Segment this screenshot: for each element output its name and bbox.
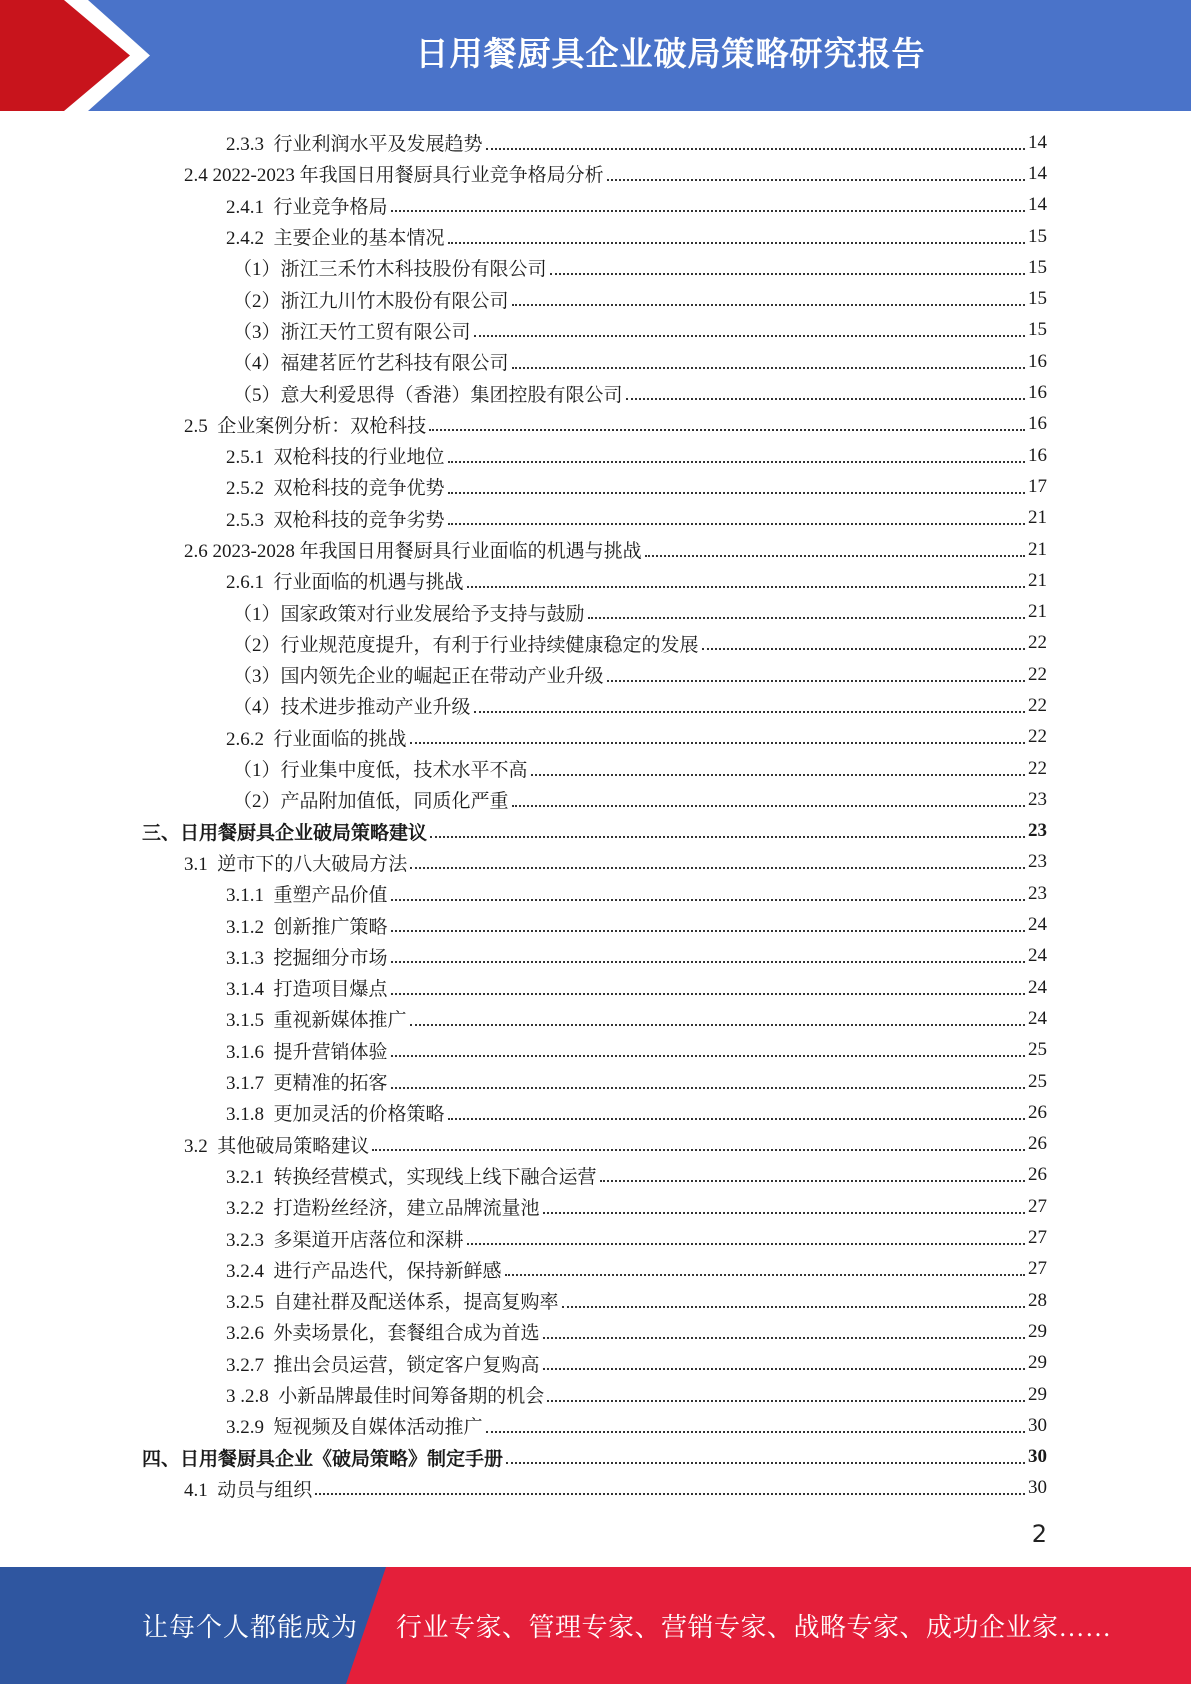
toc-dot-leader	[467, 586, 1025, 588]
toc-entry[interactable]	[0, 1316, 1191, 1347]
toc-entry[interactable]	[0, 909, 1191, 940]
toc-entry[interactable]	[0, 1254, 1191, 1285]
toc-entry-page: 24	[1028, 1007, 1047, 1029]
toc-dot-leader	[430, 836, 1025, 838]
toc-entry[interactable]	[0, 471, 1191, 502]
toc-entry-label: 3.2.5 自建社群及配送体系，提高复购率	[226, 1292, 559, 1314]
toc-entry-page: 24	[1028, 976, 1047, 998]
toc-entry-page: 22	[1028, 757, 1047, 779]
toc-entry-label: （2）行业规范度提升，有利于行业持续健康稳定的发展	[233, 634, 699, 656]
toc-entry-page: 23	[1028, 820, 1047, 842]
toc-dot-leader	[562, 1306, 1025, 1308]
toc-entry-page: 21	[1028, 538, 1047, 560]
toc-dot-leader	[448, 1118, 1025, 1120]
toc-dot-leader	[448, 242, 1025, 244]
toc-dot-leader	[607, 179, 1025, 181]
toc-entry-page: 15	[1028, 256, 1047, 278]
toc-entry[interactable]	[0, 377, 1191, 408]
toc-entry[interactable]	[0, 784, 1191, 815]
toc-entry[interactable]	[0, 1003, 1191, 1034]
toc-entry-page: 16	[1028, 350, 1047, 372]
footer-banner	[0, 1567, 1191, 1684]
toc-entry[interactable]	[0, 1222, 1191, 1253]
toc-entry-label: （4）技术进步推动产业升级	[233, 697, 471, 719]
toc-dot-leader	[512, 304, 1025, 306]
toc-dot-leader	[607, 680, 1025, 682]
toc-entry-label: 2.5 企业案例分析：双枪科技	[184, 415, 427, 437]
toc-chapter-entry[interactable]	[0, 816, 1191, 847]
toc-dot-leader	[474, 335, 1025, 337]
table-of-contents	[0, 127, 1191, 1504]
toc-chapter-entry[interactable]	[0, 1441, 1191, 1472]
toc-dot-leader	[550, 273, 1025, 275]
toc-dot-leader	[626, 398, 1025, 400]
toc-entry-page: 25	[1028, 1070, 1047, 1092]
toc-entry-page: 23	[1028, 882, 1047, 904]
toc-entry[interactable]	[0, 1035, 1191, 1066]
toc-entry-label: （3）浙江天竹工贸有限公司	[233, 321, 471, 343]
toc-dot-leader	[543, 1212, 1025, 1214]
toc-dot-leader	[391, 1055, 1025, 1057]
toc-entry-label: （4）福建茗匠竹艺科技有限公司	[233, 353, 509, 375]
toc-dot-leader	[512, 805, 1025, 807]
toc-entry[interactable]	[0, 1066, 1191, 1097]
toc-dot-leader	[600, 1180, 1025, 1182]
toc-entry-label: 3.1.7 更精准的拓客	[226, 1073, 388, 1095]
toc-entry-label: 3.1.3 挖掘细分市场	[226, 947, 388, 969]
toc-dot-leader	[543, 1368, 1025, 1370]
toc-entry-label: 3.1.1 重塑产品价值	[226, 885, 388, 907]
toc-entry[interactable]	[0, 1160, 1191, 1191]
toc-entry-page: 21	[1028, 507, 1047, 529]
page-number: 2	[1031, 1520, 1047, 1548]
toc-entry[interactable]	[0, 1191, 1191, 1222]
toc-entry-page: 29	[1028, 1383, 1047, 1405]
toc-dot-leader	[702, 648, 1025, 650]
toc-dot-leader	[588, 617, 1025, 619]
toc-dot-leader	[429, 429, 1025, 431]
toc-entry-page: 30	[1028, 1477, 1047, 1499]
toc-entry-label: （1）行业集中度低，技术水平不高	[233, 760, 528, 782]
toc-entry-label: （3）国内领先企业的崛起正在带动产业升级	[233, 666, 604, 688]
toc-entry-label: 2.6.2 行业面临的挑战	[226, 728, 407, 750]
toc-entry[interactable]	[0, 847, 1191, 878]
toc-dot-leader	[486, 148, 1025, 150]
toc-entry-label: 2.3.3 行业利润水平及发展趋势	[226, 134, 483, 156]
toc-entry-label: 3.1.6 提升营销体验	[226, 1041, 388, 1063]
toc-entry-label: 三、日用餐厨具企业破局策略建议	[142, 822, 428, 844]
toc-entry-page: 16	[1028, 444, 1047, 466]
toc-entry[interactable]	[0, 252, 1191, 283]
toc-entry[interactable]	[0, 753, 1191, 784]
toc-entry-page: 15	[1028, 225, 1047, 247]
toc-entry[interactable]	[0, 596, 1191, 627]
toc-dot-leader	[467, 1243, 1025, 1245]
toc-dot-leader	[448, 492, 1025, 494]
toc-entry-page: 21	[1028, 601, 1047, 623]
toc-entry[interactable]	[0, 690, 1191, 721]
toc-entry-page: 27	[1028, 1227, 1047, 1249]
toc-entry-page: 14	[1028, 131, 1047, 153]
toc-entry-label: 3.2.7 推出会员运营，锁定客户复购高	[226, 1354, 540, 1376]
toc-dot-leader	[531, 774, 1025, 776]
toc-entry[interactable]	[0, 221, 1191, 252]
toc-entry-page: 15	[1028, 288, 1047, 310]
toc-entry-page: 21	[1028, 569, 1047, 591]
toc-entry-label: （1）浙江三禾竹木科技股份有限公司	[233, 259, 547, 281]
toc-entry-label: 3.2 其他破局策略建议	[184, 1135, 370, 1157]
toc-entry-label: 3.2.3 多渠道开店落位和深耕	[226, 1229, 464, 1251]
toc-dot-leader	[512, 367, 1025, 369]
toc-entry-page: 30	[1028, 1414, 1047, 1436]
toc-dot-leader	[448, 461, 1025, 463]
document-title: 日用餐厨具企业破局策略研究报告	[415, 34, 926, 73]
toc-dot-leader	[474, 711, 1025, 713]
toc-entry-page: 29	[1028, 1352, 1047, 1374]
toc-entry[interactable]	[0, 158, 1191, 189]
toc-entry-label: （1）国家政策对行业发展给予支持与鼓励	[233, 603, 585, 625]
toc-dot-leader	[391, 993, 1025, 995]
toc-dot-leader	[645, 555, 1025, 557]
toc-entry[interactable]	[0, 1285, 1191, 1316]
toc-entry[interactable]	[0, 1379, 1191, 1410]
toc-entry[interactable]	[0, 1410, 1191, 1441]
toc-entry[interactable]	[0, 503, 1191, 534]
toc-entry-page: 25	[1028, 1039, 1047, 1061]
toc-entry-label: 2.5.2 双枪科技的竞争优势	[226, 478, 445, 500]
toc-entry-page: 16	[1028, 382, 1047, 404]
toc-entry-label: 2.5.3 双枪科技的竞争劣势	[226, 509, 445, 531]
toc-entry[interactable]	[0, 1348, 1191, 1379]
toc-entry[interactable]	[0, 409, 1191, 440]
toc-entry-label: 4.1 动员与组织	[184, 1479, 313, 1501]
toc-entry[interactable]	[0, 941, 1191, 972]
toc-entry-label: 2.4.2 主要企业的基本情况	[226, 228, 445, 250]
toc-entry-label: 3.1.2 创新推广策略	[226, 916, 388, 938]
toc-entry-label: 2.6 2023-2028 年我国日用餐厨具行业面临的机遇与挑战	[184, 541, 642, 562]
toc-entry-page: 26	[1028, 1164, 1047, 1186]
toc-dot-leader	[543, 1337, 1025, 1339]
toc-entry-label: 3.1.8 更加灵活的价格策略	[226, 1104, 445, 1126]
toc-entry-page: 22	[1028, 694, 1047, 716]
toc-entry-page: 26	[1028, 1101, 1047, 1123]
toc-dot-leader	[486, 1431, 1025, 1433]
header-banner	[0, 0, 1191, 111]
toc-entry-label: 3.1.4 打造项目爆点	[226, 979, 388, 1001]
toc-entry-label: 2.5.1 双枪科技的行业地位	[226, 447, 445, 469]
toc-dot-leader	[448, 523, 1025, 525]
toc-entry-page: 27	[1028, 1258, 1047, 1280]
toc-entry[interactable]	[0, 722, 1191, 753]
footer-slogan-right: 行业专家、管理专家、营销专家、战略专家、成功企业家……	[396, 1613, 1112, 1642]
toc-entry-page: 15	[1028, 319, 1047, 341]
toc-entry[interactable]	[0, 534, 1191, 565]
toc-entry-label: 3.2.1 转换经营模式，实现线上线下融合运营	[226, 1166, 597, 1188]
toc-entry-label: 3.2.2 打造粉丝经济，建立品牌流量池	[226, 1198, 540, 1220]
toc-entry[interactable]	[0, 628, 1191, 659]
toc-entry-page: 22	[1028, 663, 1047, 685]
toc-entry-page: 14	[1028, 194, 1047, 216]
toc-dot-leader	[547, 1400, 1025, 1402]
toc-entry-page: 24	[1028, 914, 1047, 936]
toc-entry-label: （5）意大利爱思得（香港）集团控股有限公司	[233, 384, 623, 406]
toc-dot-leader	[391, 1087, 1025, 1089]
toc-entry-label: 2.4.1 行业竞争格局	[226, 196, 388, 218]
header-arrow-graphic	[0, 0, 160, 111]
toc-entry[interactable]	[0, 283, 1191, 314]
toc-entry-label: （2）产品附加值低，同质化严重	[233, 791, 509, 813]
toc-dot-leader	[391, 899, 1025, 901]
toc-dot-leader	[372, 1149, 1025, 1151]
toc-entry-page: 28	[1028, 1289, 1047, 1311]
toc-entry-label: 3.2.9 短视频及自媒体活动推广	[226, 1417, 483, 1439]
toc-dot-leader	[506, 1462, 1025, 1464]
toc-entry-label: 3 .2.8 小新品牌最佳时间筹备期的机会	[226, 1386, 545, 1408]
toc-entry-label: 3.1 逆市下的八大破局方法	[184, 853, 408, 875]
toc-entry-label: 2.4 2022-2023 年我国日用餐厨具行业竞争格局分析	[184, 165, 604, 187]
toc-entry[interactable]	[0, 127, 1191, 158]
toc-entry-label: 3.2.4 进行产品迭代，保持新鲜感	[226, 1260, 502, 1282]
toc-entry-page: 23	[1028, 788, 1047, 810]
toc-entry-page: 23	[1028, 851, 1047, 873]
toc-entry-page: 22	[1028, 726, 1047, 748]
toc-entry-page: 16	[1028, 413, 1047, 435]
toc-entry[interactable]	[0, 565, 1191, 596]
toc-entry-page: 22	[1028, 632, 1047, 654]
toc-entry[interactable]	[0, 440, 1191, 471]
toc-entry-page: 24	[1028, 945, 1047, 967]
toc-dot-leader	[391, 210, 1025, 212]
toc-entry[interactable]	[0, 878, 1191, 909]
toc-entry-label: （2）浙江九川竹木股份有限公司	[233, 290, 509, 312]
toc-dot-leader	[391, 930, 1025, 932]
toc-entry[interactable]	[0, 315, 1191, 346]
toc-entry[interactable]	[0, 972, 1191, 1003]
toc-entry-label: 四、日用餐厨具企业《破局策略》制定手册	[142, 1448, 504, 1470]
toc-dot-leader	[505, 1274, 1025, 1276]
toc-dot-leader	[391, 961, 1025, 963]
toc-entry-page: 30	[1028, 1446, 1047, 1468]
toc-entry-label: 3.2.6 外卖场景化，套餐组合成为首选	[226, 1323, 540, 1345]
toc-entry[interactable]	[0, 659, 1191, 690]
toc-entry[interactable]	[0, 190, 1191, 221]
toc-entry[interactable]	[0, 346, 1191, 377]
toc-entry-page: 29	[1028, 1320, 1047, 1342]
toc-entry-page: 26	[1028, 1133, 1047, 1155]
toc-dot-leader	[410, 1024, 1025, 1026]
toc-entry[interactable]	[0, 1129, 1191, 1160]
toc-entry[interactable]	[0, 1473, 1191, 1504]
toc-dot-leader	[315, 1493, 1025, 1495]
toc-entry-page: 14	[1028, 162, 1047, 184]
toc-dot-leader	[410, 742, 1025, 744]
footer-slogan-left: 让每个人都能成为	[142, 1613, 359, 1642]
toc-entry-label: 3.1.5 重视新媒体推广	[226, 1010, 407, 1032]
toc-entry-page: 17	[1028, 475, 1047, 497]
toc-dot-leader	[410, 867, 1025, 869]
toc-entry-label: 2.6.1 行业面临的机遇与挑战	[226, 572, 464, 594]
toc-entry[interactable]	[0, 1097, 1191, 1128]
toc-entry-page: 27	[1028, 1195, 1047, 1217]
